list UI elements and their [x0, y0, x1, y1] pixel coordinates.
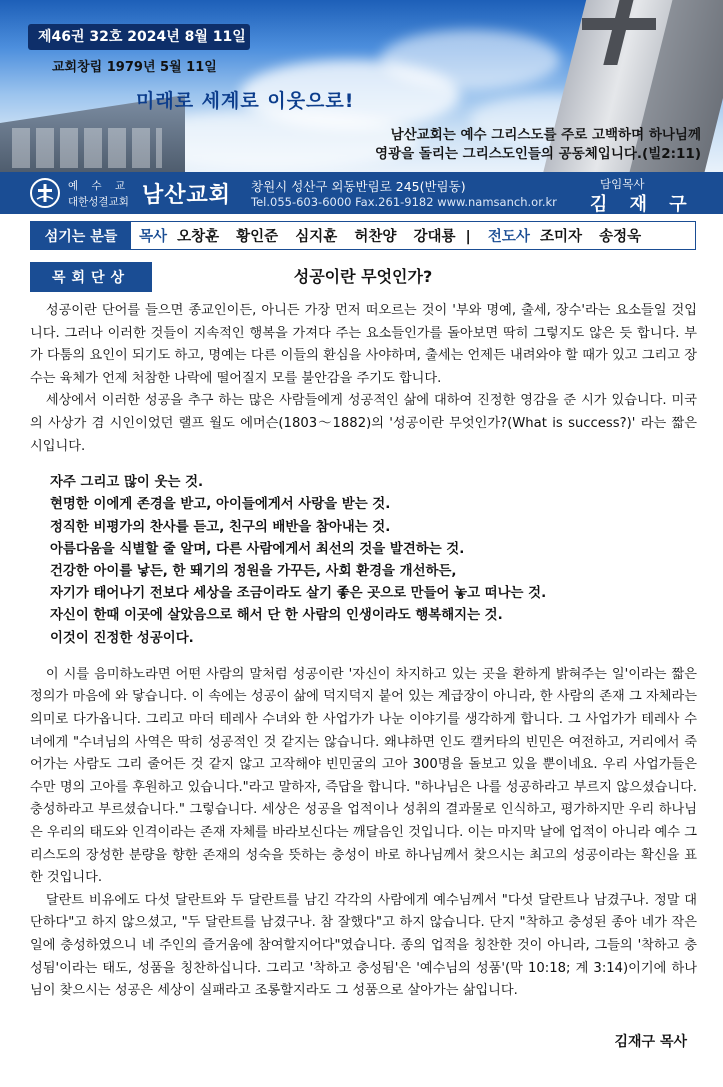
poem-line: 현명한 이에게 존경을 받고, 아이들에게서 사랑을 받는 것.	[50, 497, 391, 513]
article-paragraph: 세상에서 이러한 성공을 추구 하는 많은 사람들에게 성공적인 삶에 대하여 진정한 영감을 준 시가 있습니다. 미국의 사상가 겸 시인이었던 랠프 월도 에머슨(1803～1882)의 '성공이란 무엇인가?(What is success?)' 라는 짧은 시입니다.	[30, 393, 697, 454]
pastor-name: 심지훈	[295, 229, 338, 245]
evangelist-name: 송정욱	[599, 229, 642, 245]
poem-line: 건강한 아이를 낳든, 한 뙈기의 정원을 가꾸든, 사회 환경을 개선하든,	[50, 563, 457, 579]
poem-line: 아름다움을 식별할 줄 알며, 다른 사람에게서 최선의 것을 발견하는 것.	[50, 541, 465, 557]
pastor-name: 강대룡	[413, 229, 456, 245]
article-paragraph: 성공이란 단어를 들으면 종교인이든, 아니든 가장 먼저 떠오르는 것이 '부와 명예, 출세, 장수'라는 요소들일 것입니다. 그러나 이러한 것들이 지속적인 행복을 가져다 주는 요소들인가를 돌아보면 딱히 그렇지도 않은 듯 합니다. 부가 다툼의 요인이 되기도 하고, 명예는 다른 이들의 환심을 사야하며, 출세는 언제든 내려와야 할 때가 있고 그리고 장수는 육체가 언제 처참한 나락에 떨어질지 모를 불안감을 주기도 합니다.	[30, 303, 697, 386]
article-body	[30, 300, 697, 1003]
senior-pastor-title: 담임목사	[600, 177, 645, 191]
church-address: 창원시 성산구 외동반림로 245(반림동)	[251, 179, 466, 194]
pastor-name: 허찬양	[354, 229, 397, 245]
pastor-name: 오창훈	[177, 229, 220, 245]
denomination-line-1: 예 수 교	[68, 180, 131, 192]
servants-row	[30, 221, 696, 250]
church-name: 남산교회	[142, 183, 232, 208]
article-paragraph: 이 시를 음미하노라면 어떤 사람의 말처럼 성공이란 '자신이 차지하고 있는 곳을 환하게 밝혀주는 일'이라는 짧은 정의가 마음에 와 닿습니다. 이 속에는 성공이 삶에 덕지덕지 붙어 있는 계급장이 아니라, 한 사람의 존재 그 자체라는 의미로 다가옵니다. 그리고 마더 테레사 수녀와 한 사업가가 나눈 이야기를 생각하게 합니다. 그 사업가가 테레사 수녀에게 "수녀님의 사역은 딱히 성공적인 것 같지는 않습니다. 왜냐하면 인도 캘커타의 빈민은 여전하고, 거리에서 죽어가는 사람도 그리 줄어든 것 같지 않고 고작해야 빈민굴의 고아 300명을 돌보고 있을 뿐이네요. 우리 사업가들은 수만 명의 고아를 후원하고 있습니다."라고 말하자, 즉답을 합니다. "하나님은 나를 성공하라고 부르지 않으셨습니다. 충성하라고 부르셨습니다." 그렇습니다. 세상은 성공을 업적이나 성취의 결과물로 인식하고, 평가하지만 우리 하나님은 우리의 태도와 인격이라는 존재 자체를 바라보신다는 깨달음인 것입니다. 이는 마지막 날에 업적이 아니라 예수 그리스도의 장성한 분량을 향한 존재의 성숙을 뜻하는 충성이 바로 하나님께서 찾으시는 최고의 성공이라는 확신을 표한 것입니다.	[30, 666, 698, 886]
church-slogan: 미래로 세계로 이웃으로!	[136, 90, 355, 112]
evangelist-name: 조미자	[540, 229, 583, 245]
mission-line-1: 남산교회는 예수 그리스도를 주로 고백하며 하나님께	[390, 127, 701, 143]
cross-icon-bar	[582, 18, 656, 30]
church-logo-icon	[30, 178, 60, 208]
evangelist-role-label: 전도사	[487, 229, 530, 245]
servants-list	[131, 225, 653, 246]
article-paragraph: 달란트 비유에도 다섯 달란트와 두 달란트를 남긴 각각의 사람에게 예수님께서 "다섯 달란트나 남겼구나. 정말 대단하다"고 하지 않으셨고, "두 달란트를 남겼구나. 참 잘했다"고 하지 않습니다. 단지 "착하고 충성된 종아 네가 작은 일에 충성하였으니 네 주인의 즐거움에 참여할지어다"였습니다. 종의 업적을 칭찬한 것이 아니라, 그들의 '착하고 충성됨'이라는 태도, 성품을 칭찬하십니다. 그리고 '착하고 충성됨'은 '예수님의 성품'(막 10:18; 계 3:14)이기에 하나님이 찾으시는 성공은 세상이 실패라고 조롱할지라도 그 성품으로 살아가는 삶입니다.	[30, 892, 697, 999]
building-windows	[12, 128, 162, 168]
header-banner	[0, 0, 723, 172]
mission-line-2: 영광을 돌리는 그리스도인들의 공동체입니다.(빌2:11)	[375, 146, 701, 162]
poem-line: 자주 그리고 많이 웃는 것.	[50, 475, 204, 491]
poem-block	[50, 472, 697, 650]
article-title: 성공이란 무엇인가?	[293, 267, 433, 286]
poem-line: 정직한 비평가의 찬사를 듣고, 친구의 배반을 참아내는 것.	[50, 519, 391, 535]
issue-info: 제46권 32호 2024년 8월 11일	[28, 24, 250, 50]
poem-line: 자신이 한때 이곳에 살았음으로 해서 단 한 사람의 인생이라도 행복해지는 것.	[50, 608, 503, 624]
denomination-line-2: 대한성결교회	[68, 196, 129, 208]
senior-pastor-name: 김 재 구	[590, 194, 695, 215]
servants-separator: |	[465, 229, 471, 245]
founding-date: 교회창립 1979년 5월 11일	[52, 60, 217, 75]
church-contacts: Tel.055-603-6000 Fax.261-9182 www.namsanch.or.kr	[251, 195, 557, 209]
poem-line: 이것이 진정한 성공이다.	[50, 630, 194, 646]
poem-line: 자기가 태어나기 전보다 세상을 조금이라도 살기 좋은 곳으로 만들어 놓고 떠나는 것.	[50, 586, 547, 602]
column-tag: 목회단상	[30, 262, 152, 292]
church-info-bar	[0, 172, 723, 214]
pastor-role-label: 목사	[139, 229, 168, 245]
servants-label: 섬기는 분들	[31, 222, 131, 249]
author-signature: 김재구 목사	[614, 1034, 687, 1050]
cloud-decoration	[380, 30, 560, 90]
mission-statement	[375, 126, 701, 164]
pastor-name: 황인준	[236, 229, 279, 245]
